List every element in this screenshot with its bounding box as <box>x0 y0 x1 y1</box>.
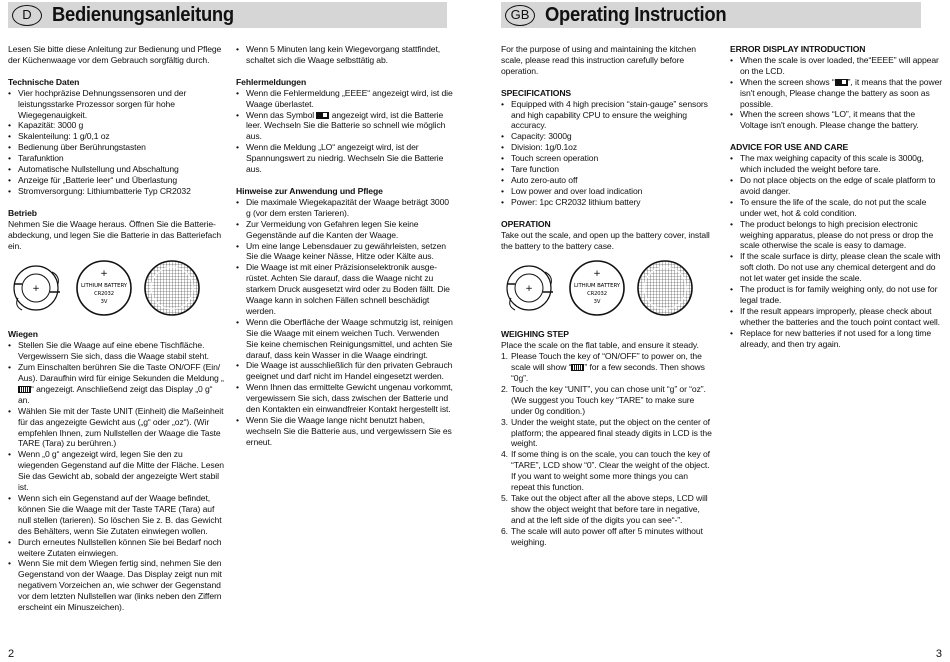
list-item: • The product belongs to high precision electronic weighing apparatus, please do not press or drop the scale otherwise the scale is easy to damage. <box>730 219 944 252</box>
list-item: • Touch screen operation <box>501 153 713 164</box>
list-item-text: Touch the key “UNIT”, you can chose unit “g” or “oz”. (We suggest you Touch key “TARE” to make sure under 0g condition.) <box>511 383 706 416</box>
list-item: 2. Touch the key “UNIT”, you can chose unit “g” or “oz”. (We suggest you Touch key “TARE” to make sure under 0g condition.) <box>501 383 706 416</box>
betrieb-text: Nehmen Sie die Waage heraus. Öffnen Sie die Batterie-abdeckung, und legen Sie die Batterie in das Batteriefach ein. <box>8 218 222 251</box>
svg-text:+: + <box>593 269 601 280</box>
list-item: • Division: 1g/0.1oz <box>501 142 713 153</box>
page-number: 3 <box>935 648 942 660</box>
tech-list <box>8 88 224 197</box>
svg-text:+: + <box>100 269 108 280</box>
list-item: • Wenn Sie die Waage lange nicht benutzt haben, wechseln Sie die Batterie aus, und vergewissern Sie es erneut. <box>236 415 453 448</box>
list-item: • Wählen Sie mit der Taste UNIT (Einheit) die Maßeinheit für das angezeigte Gewicht aus („g“ oder „oz“). (Wir empfehlen Ihnen, zum Nullstellen der Waage die Taste TARE (Tara) zu berühren.) <box>8 406 224 450</box>
svg-text:+: + <box>525 284 533 295</box>
scale-battery-slot-icon <box>8 258 66 318</box>
wiegen-heading: Wiegen <box>8 329 38 340</box>
advice-list <box>730 153 944 349</box>
list-item-text: If some thing is on the scale, you can touch the key of “TARE”, LCD show “0”. Clear the weight of the object. If you want to weight some more things you can repeat this function. <box>511 449 710 493</box>
battery-figures <box>501 255 713 321</box>
battery-figures <box>8 255 224 321</box>
intro-text: Lesen Sie bitte diese Anleitung zur Bedienung und Pflege der Küchenwaage vor dem Gebrauch sorgfältig durch. <box>8 44 222 65</box>
list-item: • Skalenteilung: 1 g/0,1 oz <box>8 131 224 142</box>
list-item: 5. Take out the object after all the above steps, LCD will show the object weight that before tare in negative, and at the left side of the digits you can see“-”. <box>501 493 708 525</box>
page-number: 2 <box>8 648 15 660</box>
language-badge-de: D <box>12 5 42 26</box>
list-item: • Zur Vermeidung von Gefahren legen Sie keine Gegenstände auf die Kanten der Waage. <box>236 219 453 241</box>
title-bar-english <box>501 2 921 28</box>
english-left-column <box>501 44 713 548</box>
lcd-segments-icon <box>18 386 31 393</box>
weighing-intro: Place the scale on the flat table, and ensure it steady. <box>501 340 699 351</box>
list-item: 4. If some thing is on the scale, you can touch the key of “TARE”, LCD show “0”. Clear the weight of the object. If you want to weight some more things you can repeat this function. <box>501 449 710 493</box>
list-item-text: angezeigt. Anschließend zeigt das Display „0 g“ an. <box>18 383 213 405</box>
list-item: • Power: 1pc CR2032 lithium battery <box>501 197 713 208</box>
list-item: • Do not place objects on the edge of scale platform to avoid danger. <box>730 175 944 197</box>
list-item-text: Take out the object after all the above steps, LCD will show the object weight that before tare in negative, and at the left side of the digits you can see“-”. <box>511 493 708 525</box>
error-heading: ERROR DISPLAY INTRODUCTION <box>730 44 866 54</box>
list-item-text: Zum Einschalten berühren Sie die Taste ON/OFF (Ein/ Aus). Daraufhin wird für einige Sekunden die Meldung <box>18 362 221 384</box>
intro-text: For the purpose of using and maintaining the kitchen scale, please read this instruction carefully before operation. <box>501 44 696 76</box>
operation-text: Take out the scale, and open up the battery cover, install the battery to the battery case. <box>501 229 710 251</box>
list-item: • Kapazität: 3000 g <box>8 120 224 131</box>
hinweise-list <box>236 197 453 448</box>
list-item: • Auto zero-auto off <box>501 175 713 186</box>
list-item: • If the scale surface is dirty, please clean the scale with soft cloth. Do not use any chemical detergent and do not let water get inside the scale. <box>730 251 944 284</box>
battery-voltage: 3V <box>593 299 601 306</box>
list-item: • Bedienung über Berührungstasten <box>8 142 224 153</box>
list-item-text: When the screen shows “ <box>740 76 835 87</box>
lithium-battery-icon <box>74 258 134 318</box>
fehler-heading: Fehlermeldungen <box>236 76 307 87</box>
error-list <box>730 55 944 131</box>
lithium-battery-icon <box>567 258 627 318</box>
battery-label: LITHIUM BATTERY <box>574 283 620 290</box>
list-item <box>730 77 944 110</box>
list-item: • Zum Einschalten berühren Sie die Taste ON/OFF (Ein/ Aus). Daraufhin wird für einige Sekunden die Meldung „“ angezeigt. Anschließend zeigt das Display „0 g“ an. <box>8 362 224 406</box>
list-item: 1. Please Touch the key of “ON/OFF” to power on, the scale will show “ ” for a few seconds. Then shows “0g”. <box>501 351 705 384</box>
lcd-segments-icon <box>571 364 584 371</box>
hinweise-heading: Hinweise zur Anwendung und Pflege <box>236 185 383 196</box>
list-item: • The product is for family weighing only, do not use for legal trade. <box>730 284 944 306</box>
svg-text:+: + <box>32 284 40 295</box>
list-item: • Wenn sich ein Gegenstand auf der Waage befindet, können Sie die Waage mit der Taste TARE (Tara) auf null stellen (tarieren). So löschen Sie z. B. das Gewicht des Behälters, wenn Sie Zutaten einwiegen wollen. <box>8 493 224 537</box>
list-item: • Low power and over load indication <box>501 186 713 197</box>
scale-battery-slot-icon <box>501 258 559 318</box>
page-english <box>475 0 950 662</box>
list-item: • Replace for new batteries if not used for a long time already, and then try again. <box>730 328 944 350</box>
fehler-list <box>236 88 453 175</box>
list-item: 6. The scale will auto power off after 5 minutes without weighing. <box>501 525 703 547</box>
list-item: • Vier hochpräzise Dehnungssensoren und der leistungsstarke Prozessor sorgen für hohe Wiegegenauigkeit. <box>8 88 224 121</box>
battery-model: CR2032 <box>94 291 114 298</box>
list-item: • When the screen shows “LO”, it means that the Voltage isn't enough. Please change the battery. <box>730 109 944 131</box>
list-item: 3. Under the weight state, put the object on the center of platform; the appeared final steady digits in LCD is the weight. <box>501 416 712 449</box>
list-item: • Automatische Nullstellung und Abschaltung <box>8 164 224 175</box>
battery-voltage: 3V <box>100 299 108 306</box>
weighing-heading: WEIGHING STEP <box>501 329 569 340</box>
list-item: • Tare function <box>501 164 713 175</box>
page-title-german: Bedienungsanleitung <box>52 3 234 26</box>
list-item: • If the result appears improperly, please check about whether the batteries and the touch point contact well. <box>730 306 944 328</box>
list-item: • To ensure the life of the scale, do not put the scale under wet, hot & cold condition. <box>730 197 944 219</box>
list-item-text: ”, it means that the power isn't enough, Please change the battery as soon as possible. <box>740 76 943 109</box>
list-item: • Anzeige für „Batterie leer“ und Überlastung <box>8 175 224 186</box>
low-battery-icon <box>316 112 329 119</box>
spec-list <box>501 99 713 208</box>
battery-model: CR2032 <box>587 291 607 298</box>
spec-heading: SPECIFICATIONS <box>501 87 572 98</box>
list-item: • Die maximale Wiegekapazität der Waage beträgt 3000 g (vor dem ersten Tarieren). <box>236 197 453 219</box>
title-bar-german <box>8 2 447 28</box>
battery-cover-grid-icon <box>142 258 202 318</box>
list-item: • Wenn 5 Minuten lang kein Wiegevorgang stattfindet, schaltet sich die Waage selbsttätig ab. <box>236 44 453 66</box>
language-badge-gb: GB <box>505 5 535 26</box>
betrieb-heading: Betrieb <box>8 207 37 218</box>
list-item-text: ” for a few seconds. Then shows “0g”. <box>511 362 705 384</box>
list-item: • The max weighing capacity of this scale is 3000g, which included the weight before tare. <box>730 153 944 175</box>
list-item: • Die Waage ist ausschließlich für den privaten Gebrauch geeignet und darf nicht im Handel eingesetzt werden. <box>236 360 453 382</box>
german-right-column <box>236 44 453 448</box>
page-title-english: Operating Instruction <box>545 3 727 26</box>
low-battery-icon <box>835 79 848 86</box>
list-item: • Durch erneutes Nullstellen können Sie bei Bedarf noch weitere Zutaten einwiegen. <box>8 537 224 559</box>
operation-heading: OPERATION <box>501 218 551 229</box>
list-item-text: The scale will auto power off after 5 minutes without weighing. <box>511 525 703 547</box>
list-item: • Wenn die Fehlermeldung „EEEE“ angezeigt wird, ist die Waage überlastet. <box>236 88 453 110</box>
list-item <box>236 110 453 143</box>
advice-heading: ADVICE FOR USE AND CARE <box>730 142 849 153</box>
list-item: • When the scale is over loaded, the“EEEE” will appear on the LCD. <box>730 55 944 77</box>
list-item: • Wenn Ihnen das ermittelte Gewicht ungenau vorkommt, vergewissern Sie sich, dass zwischen der Batterie und den Kontakten ein einwandfreier Kontakt hergestellt ist. <box>236 382 453 415</box>
list-item: • Stellen Sie die Waage auf eine ebene Tischfläche. Vergewissern Sie sich, dass die Waage stabil steht. <box>8 340 224 362</box>
weighing-steps <box>501 351 713 547</box>
list-item-text: Under the weight state, put the object on the center of platform; the appeared final steady digits in LCD is the weight. <box>511 416 712 449</box>
german-left-column <box>8 44 224 613</box>
list-item: • Die Waage ist mit einer Präzisionselektronik ausge-rüstet. Achten Sie darauf, dass die Waage nicht zu starkem Druck ausgesetzt wird oder zu Boden fällt. Die Waage kann in solchen Fällen schnell beschädigt werden. <box>236 262 453 317</box>
auto-off-list <box>236 44 453 66</box>
english-right-column <box>730 44 944 349</box>
list-item: • Equipped with 4 high precision “stain-gauge” sensors and high capability CPU to ensure the weighing accuracy. <box>501 99 713 132</box>
list-item: • Wenn die Meldung „LO“ angezeigt wird, ist der Spannungswert zu niedrig. Wechseln Sie die Batterie aus. <box>236 142 453 175</box>
list-item-text: Wenn das Symbol <box>246 109 315 120</box>
list-item: • Um eine lange Lebensdauer zu gewährleisten, setzen Sie die Waage keiner Nässe, Hitze oder Kälte aus. <box>236 241 453 263</box>
list-item-text: Please Touch the key of “ON/OFF” to power on, the scale will show “ <box>511 351 702 373</box>
battery-cover-grid-icon <box>635 258 695 318</box>
list-item: • Stromversorgung: Lithiumbatterie Typ CR2032 <box>8 186 224 197</box>
list-item: • Wenn „0 g“ angezeigt wird, legen Sie den zu wiegenden Gegenstand auf die Mitte der Fläche. Lesen Sie das Gewicht ab, sobald der angezeigte Wert stabil ist. <box>8 449 224 493</box>
list-item-text: angezeigt wird, ist die Batterie leer. Wechseln Sie die Batterie so schnell wie möglich aus. <box>246 109 446 142</box>
battery-label: LITHIUM BATTERY <box>81 283 127 290</box>
list-item: • Tarafunktion <box>8 153 224 164</box>
list-item: • Capacity: 3000g <box>501 131 713 142</box>
list-item: • Wenn Sie mit dem Wiegen fertig sind, nehmen Sie den Gegenstand von der Waage. Das Display zeigt nun mit negativem Vorzeichen an, wie schwer der Gegenstand vor dem letzten Nullstellen war (links neben den Ziffern erscheint ein Minuszeichen). <box>8 558 224 613</box>
wiegen-list <box>8 340 224 613</box>
tech-heading: Technische Daten <box>8 76 80 87</box>
list-item: • Wenn die Oberfläche der Waage schmutzig ist, reinigen Sie die Waage mit einem weichen Tuch. Verwenden Sie keine chemischen Reinigungsmittel, und achten Sie darauf, dass kein Wasser in die Waage eindringt. <box>236 317 453 361</box>
